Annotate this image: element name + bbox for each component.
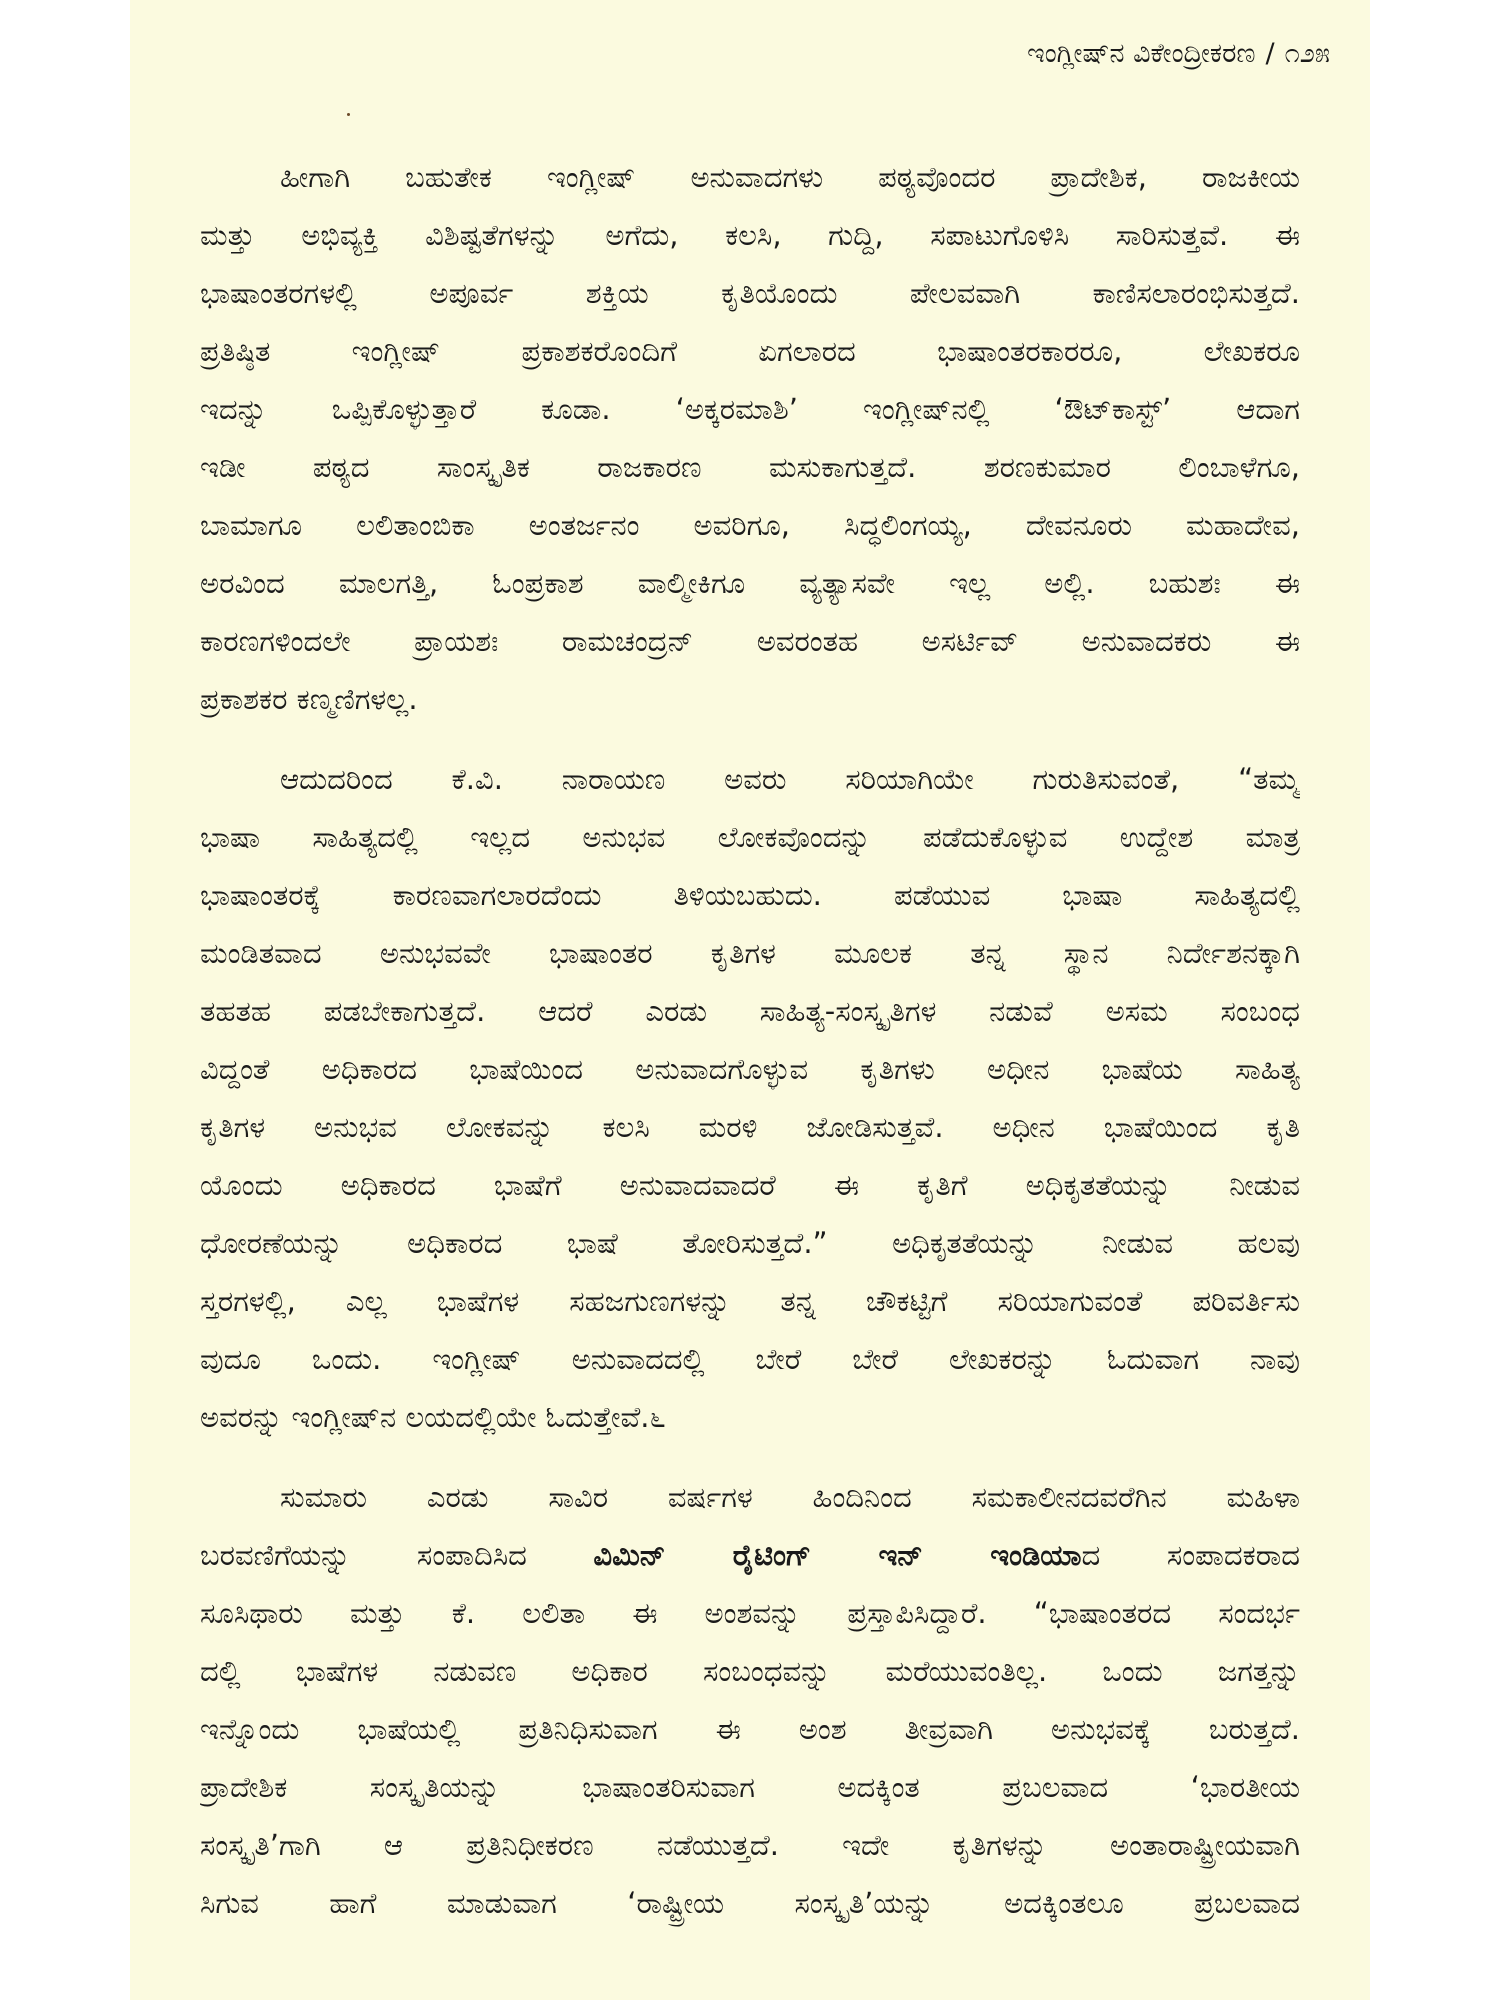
text-line: ಆದುದರಿಂದ ಕೆ.ವಿ. ನಾರಾಯಣ ಅವರು ಸರಿಯಾಗಿಯೇ ಗುರುತಿಸುವಂತೆ, “ತಮ್ಮ: [280, 762, 1300, 796]
text-line: ಭಾಷಾಂತರಗಳಲ್ಲಿ ಅಪೂರ್ವ ಶಕ್ತಿಯ ಕೃತಿಯೊಂದು ಪೇಲವವಾಗಿ ಕಾಣಿಸಲಾರಂಭಿಸುತ್ತದೆ.: [200, 276, 1300, 310]
text-line: ವುದೂ ಒಂದು. ಇಂಗ್ಲೀಷ್ ಅನುವಾದದಲ್ಲಿ ಬೇರೆ ಬೇರೆ ಲೇಖಕರನ್ನು ಓದುವಾಗ ನಾವು: [200, 1342, 1300, 1376]
text-line: ಸಂಸ್ಕೃತಿ’ಗಾಗಿ ಆ ಪ್ರತಿನಿಧೀಕರಣ ನಡೆಯುತ್ತದೆ. ಇದೇ ಕೃತಿಗಳನ್ನು ಅಂತಾರಾಷ್ಟ್ರೀಯವಾಗಿ: [200, 1828, 1300, 1862]
page-number: ೧೨೫: [1284, 38, 1330, 69]
text-line: ಪ್ರತಿಷ್ಠಿತ ಇಂಗ್ಲೀಷ್ ಪ್ರಕಾಶಕರೊಂದಿಗೆ ಏಗಲಾರದ ಭಾಷಾಂತರಕಾರರೂ, ಲೇಖಕರೂ: [200, 334, 1300, 368]
text-line: ಪ್ರಕಾಶಕರ ಕಣ್ಮಣಿಗಳಲ್ಲ.: [200, 682, 418, 716]
text-line: ಮತ್ತು ಅಭಿವ್ಯಕ್ತಿ ವಿಶಿಷ್ಟತೆಗಳನ್ನು ಅಗೆದು, ಕಲಸಿ, ಗುದ್ದಿ, ಸಪಾಟುಗೊಳಿಸಿ ಸಾರಿಸುತ್ತವೆ. ಈ: [200, 218, 1300, 252]
text-line-with-title: [200, 1526, 1300, 1584]
text-line: ಭಾಷಾ ಸಾಹಿತ್ಯದಲ್ಲಿ ಇಲ್ಲದ ಅನುಭವ ಲೋಕವೊಂದನ್ನು ಪಡೆದುಕೊಳ್ಳುವ ಉದ್ದೇಶ ಮಾತ್ರ: [200, 820, 1300, 854]
text-line: ಹೀಗಾಗಿ ಬಹುತೇಕ ಇಂಗ್ಲೀಷ್ ಅನುವಾದಗಳು ಪಠ್ಯವೊಂದರ ಪ್ರಾದೇಶಿಕ, ರಾಜಕೀಯ: [280, 160, 1300, 194]
text-line: ಕೃತಿಗಳ ಅನುಭವ ಲೋಕವನ್ನು ಕಲಸಿ ಮರಳಿ ಜೋಡಿಸುತ್ತವೆ. ಅಧೀನ ಭಾಷೆಯಿಂದ ಕೃತಿ: [200, 1110, 1300, 1144]
paragraph-1: [200, 148, 1300, 728]
text-line: ಅವರನ್ನು ಇಂಗ್ಲೀಷ್‌ನ ಲಯದಲ್ಲಿಯೇ ಓದುತ್ತೇವೆ.೬: [200, 1400, 666, 1434]
text-line: ತಹತಹ ಪಡಬೇಕಾಗುತ್ತದೆ. ಆದರೆ ಎರಡು ಸಾಹಿತ್ಯ-ಸಂಸ್ಕೃತಿಗಳ ನಡುವೆ ಅಸಮ ಸಂಬಂಧ: [200, 994, 1300, 1028]
text-line: ಸುಮಾರು ಎರಡು ಸಾವಿರ ವರ್ಷಗಳ ಹಿಂದಿನಿಂದ ಸಮಕಾಲೀನದವರೆಗಿನ ಮಹಿಳಾ: [280, 1480, 1300, 1514]
text-line: ಸೂಸಿಥಾರು ಮತ್ತು ಕೆ. ಲಲಿತಾ ಈ ಅಂಶವನ್ನು ಪ್ರಸ್ತಾಪಿಸಿದ್ದಾರೆ. “ಭಾಷಾಂತರದ ಸಂದರ್ಭ: [200, 1596, 1300, 1630]
text-line: ಕಾರಣಗಳಿಂದಲೇ ಪ್ರಾಯಶಃ ರಾಮಚಂದ್ರನ್ ಅವರಂತಹ ಅಸರ್ಟಿವ್ ಅನುವಾದಕರು ಈ: [200, 624, 1300, 658]
text-line: ವಿದ್ದಂತೆ ಅಧಿಕಾರದ ಭಾಷೆಯಿಂದ ಅನುವಾದಗೊಳ್ಳುವ ಕೃತಿಗಳು ಅಧೀನ ಭಾಷೆಯ ಸಾಹಿತ್ಯ: [200, 1052, 1300, 1086]
paper-speck: [347, 113, 350, 116]
text-line: ಭಾಷಾಂತರಕ್ಕೆ ಕಾರಣವಾಗಲಾರದೆಂದು ತಿಳಿಯಬಹುದು. ಪಡೆಯುವ ಭಾಷಾ ಸಾಹಿತ್ಯದಲ್ಲಿ: [200, 878, 1300, 912]
paragraph-3: [200, 1468, 1300, 1932]
text-fragment: ದ ಸಂಪಾದಕರಾದ: [1081, 1538, 1300, 1572]
text-line: ಬಾಮಾಗೂ ಲಲಿತಾಂಬಿಕಾ ಅಂತರ್ಜನಂ ಅವರಿಗೂ, ಸಿದ್ಧಲಿಂಗಯ್ಯ, ದೇವನೂರು ಮಹಾದೇವ,: [200, 508, 1300, 542]
text-line: ಇನ್ನೊಂದು ಭಾಷೆಯಲ್ಲಿ ಪ್ರತಿನಿಧಿಸುವಾಗ ಈ ಅಂಶ ತೀವ್ರವಾಗಿ ಅನುಭವಕ್ಕೆ ಬರುತ್ತದೆ.: [200, 1712, 1300, 1746]
paragraph-2: [200, 750, 1300, 1446]
book-page: [130, 0, 1370, 2000]
book-title: ವಿಮಿನ್ ರೈಟಿಂಗ್ ಇನ್ ಇಂಡಿಯಾ: [593, 1538, 1082, 1572]
text-line: ಇಡೀ ಪಠ್ಯದ ಸಾಂಸ್ಕೃತಿಕ ರಾಜಕಾರಣ ಮಸುಕಾಗುತ್ತದೆ. ಶರಣಕುಮಾರ ಲಿಂಬಾಳೆಗೂ,: [200, 450, 1300, 484]
text-line: ಅರವಿಂದ ಮಾಲಗತ್ತಿ, ಓಂಪ್ರಕಾಶ ವಾಲ್ಮೀಕಿಗೂ ವ್ಯತ್ಯಾಸವೇ ಇಲ್ಲ ಅಲ್ಲಿ. ಬಹುಶಃ ಈ: [200, 566, 1300, 600]
text-line: ಮಂಡಿತವಾದ ಅನುಭವವೇ ಭಾಷಾಂತರ ಕೃತಿಗಳ ಮೂಲಕ ತನ್ನ ಸ್ಥಾನ ನಿರ್ದೇಶನಕ್ಕಾಗಿ: [200, 936, 1300, 970]
text-line: ಪ್ರಾದೇಶಿಕ ಸಂಸ್ಕೃತಿಯನ್ನು ಭಾಷಾಂತರಿಸುವಾಗ ಅದಕ್ಕಿಂತ ಪ್ರಬಲವಾದ ‘ಭಾರತೀಯ: [200, 1770, 1300, 1804]
text-fragment: ಬರವಣಿಗೆಯನ್ನು ಸಂಪಾದಿಸಿದ: [200, 1538, 594, 1572]
header-separator: /: [1265, 38, 1275, 69]
text-line: ಯೊಂದು ಅಧಿಕಾರದ ಭಾಷೆಗೆ ಅನುವಾದವಾದರೆ ಈ ಕೃತಿಗೆ ಅಧಿಕೃತತೆಯನ್ನು ನೀಡುವ: [200, 1168, 1300, 1202]
text-line: ಸಿಗುವ ಹಾಗೆ ಮಾಡುವಾಗ ‘ರಾಷ್ಟ್ರೀಯ ಸಂಸ್ಕೃತಿ’ಯನ್ನು ಅದಕ್ಕಿಂತಲೂ ಪ್ರಬಲವಾದ: [200, 1886, 1300, 1920]
running-header: [130, 38, 1330, 70]
text-line: ಸ್ತರಗಳಲ್ಲಿ, ಎಲ್ಲ ಭಾಷೆಗಳ ಸಹಜಗುಣಗಳನ್ನು ತನ್ನ ಚೌಕಟ್ಟಿಗೆ ಸರಿಯಾಗುವಂತೆ ಪರಿವರ್ತಿಸು: [200, 1284, 1300, 1318]
text-line: ಧೋರಣೆಯನ್ನು ಅಧಿಕಾರದ ಭಾಷೆ ತೋರಿಸುತ್ತದೆ.” ಅಧಿಕೃತತೆಯನ್ನು ನೀಡುವ ಹಲವು: [200, 1226, 1300, 1260]
body-text: [200, 148, 1300, 1954]
header-title: ಇಂಗ್ಲೀಷ್‌ನ ವಿಕೇಂದ್ರೀಕರಣ: [1027, 38, 1256, 69]
text-line: ದಲ್ಲಿ ಭಾಷೆಗಳ ನಡುವಣ ಅಧಿಕಾರ ಸಂಬಂಧವನ್ನು ಮರೆಯುವಂತಿಲ್ಲ. ಒಂದು ಜಗತ್ತನ್ನು: [200, 1654, 1300, 1688]
text-line: ಇದನ್ನು ಒಪ್ಪಿಕೊಳ್ಳುತ್ತಾರೆ ಕೂಡಾ. ‘ಅಕ್ಕರಮಾಶಿ’ ಇಂಗ್ಲೀಷ್‌ನಲ್ಲಿ ‘ಔಟ್‌ಕಾಸ್ಟ್’ ಆದಾಗ: [200, 392, 1300, 426]
